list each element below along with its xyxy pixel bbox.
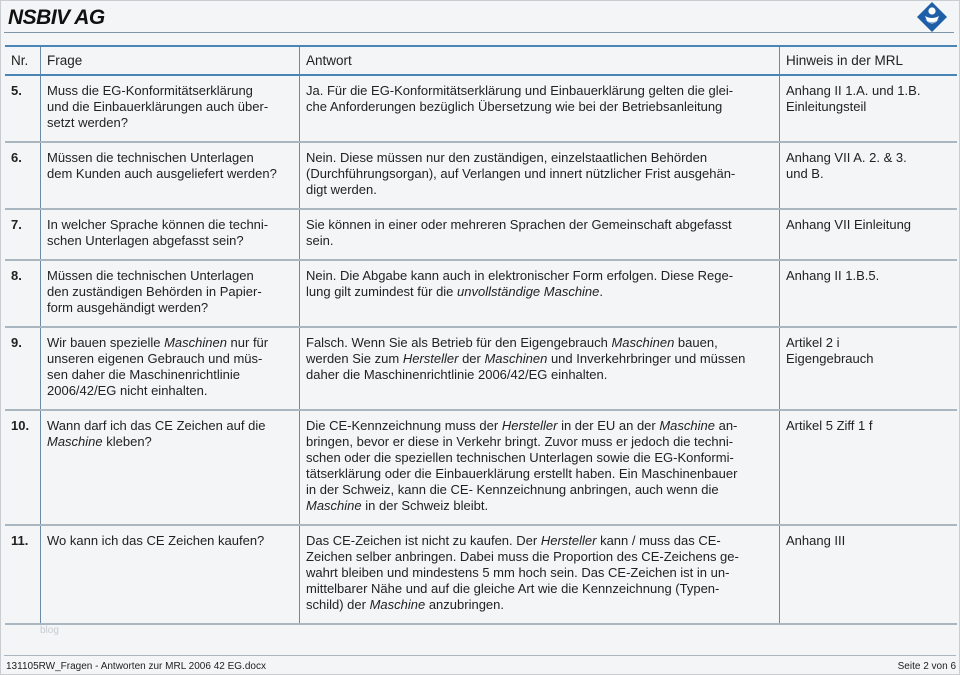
- nsbiv-logo-icon: [917, 2, 947, 32]
- text-line: [786, 166, 951, 182]
- text-line: [306, 83, 773, 99]
- italic-term: Maschine: [659, 418, 715, 433]
- text-segment: in der Schweiz, kann die CE- Kennzeichnung anbringen, auch wenn die: [306, 482, 719, 497]
- text-segment: Anhang II 1.B.5.: [786, 268, 880, 283]
- text-line: [306, 284, 773, 300]
- text-line: [47, 233, 293, 249]
- italic-term: Hersteller: [402, 351, 459, 366]
- text-line: [47, 268, 293, 284]
- cell-hinweis: [780, 327, 958, 410]
- text-segment: daher die Maschinenrichtlinie 2006/42/EG einhalten.: [306, 367, 608, 382]
- text-segment: lung gilt zumindest für die: [306, 284, 458, 299]
- text-line: [47, 434, 293, 450]
- text-segment: anzubringen.: [425, 597, 504, 612]
- row-number: 5.: [5, 75, 41, 142]
- text-line: [306, 182, 773, 198]
- text-segment: der: [458, 351, 485, 366]
- table-row: [5, 209, 957, 260]
- text-line: [47, 351, 293, 367]
- text-segment: Wir bauen spezielle: [47, 335, 165, 350]
- text-segment: tätserklärung oder die Einbauerklärung erstellt haben. Ein Maschinenbauer: [306, 466, 738, 481]
- text-segment: schild) der: [306, 597, 370, 612]
- cell-frage: [41, 75, 300, 142]
- text-segment: an-: [714, 418, 738, 433]
- row-number: 6.: [5, 142, 41, 209]
- text-line: [47, 284, 293, 300]
- text-line: [306, 217, 773, 233]
- text-line: [306, 434, 773, 450]
- cell-hinweis: [780, 75, 958, 142]
- cell-frage: [41, 410, 300, 525]
- text-line: [306, 450, 773, 466]
- text-segment: Die CE-Kennzeichnung muss der: [306, 418, 502, 433]
- text-segment: Artikel 2 i: [786, 335, 840, 350]
- text-line: [47, 335, 293, 351]
- text-line: [47, 418, 293, 434]
- text-segment: Anhang II 1.A. und 1.B.: [786, 83, 921, 98]
- cell-frage: [41, 525, 300, 624]
- text-line: [306, 351, 773, 367]
- text-segment: form ausgehändigt werden?: [47, 300, 209, 315]
- cell-antwort: [300, 410, 780, 525]
- text-segment: schen Unterlagen abgefasst sein?: [47, 233, 244, 248]
- text-segment: .: [599, 284, 604, 299]
- text-segment: den zuständigen Behörden in Papier-: [47, 284, 262, 299]
- footer-page-number: Seite 2 von 6: [897, 661, 956, 672]
- cell-antwort: [300, 260, 780, 327]
- text-line: [306, 581, 773, 597]
- text-segment: und Inverkehrbringer und müssen: [547, 351, 746, 366]
- table-row: [5, 260, 957, 327]
- text-segment: Zeichen selber anbringen. Dabei muss die Proportion des CE-Zeichens ge-: [306, 549, 739, 564]
- row-number: 9.: [5, 327, 41, 410]
- cell-hinweis: [780, 142, 958, 209]
- text-segment: kleben?: [102, 434, 152, 449]
- text-line: [306, 565, 773, 581]
- row-number: 8.: [5, 260, 41, 327]
- column-header-hinweis: Hinweis in der MRL: [780, 46, 958, 75]
- italic-term: Maschinen: [484, 351, 548, 366]
- text-line: [47, 115, 293, 131]
- text-segment: und die Einbauerklärungen auch über-: [47, 99, 269, 114]
- text-line: [306, 597, 773, 613]
- text-segment: Anhang III: [786, 533, 846, 548]
- company-name: NSBIV AG: [8, 6, 105, 29]
- cell-antwort: [300, 75, 780, 142]
- cell-hinweis: [780, 260, 958, 327]
- text-segment: bringen, bevor er diese in Verkehr bringt. Zuvor muss er jedoch die techni-: [306, 434, 734, 449]
- column-header-nr: Nr.: [5, 46, 41, 75]
- cell-frage: [41, 327, 300, 410]
- text-segment: bauen,: [674, 335, 718, 350]
- text-segment: sen daher die Maschinenrichtlinie: [47, 367, 240, 382]
- italic-term: Maschine: [369, 597, 426, 612]
- text-line: [306, 533, 773, 549]
- row-number: 7.: [5, 209, 41, 260]
- text-segment: in der Schweiz bleibt.: [361, 498, 489, 513]
- cell-frage: [41, 209, 300, 260]
- text-line: [306, 335, 773, 351]
- text-line: [47, 83, 293, 99]
- text-line: [306, 482, 773, 498]
- text-segment: mittelbarer Nähe und auf die gleiche Art wie die Kennzeichnung (Typen-: [306, 581, 720, 596]
- text-line: [47, 166, 293, 182]
- cell-frage: [41, 142, 300, 209]
- row-number: 11.: [5, 525, 41, 624]
- table-row: [5, 75, 957, 142]
- text-line: [306, 367, 773, 383]
- italic-term: Maschine: [47, 434, 103, 449]
- text-line: [786, 418, 951, 434]
- text-segment: (Durchführungsorgan), auf Verlangen und innert nützlicher Frist ausgehän-: [306, 166, 736, 181]
- text-line: [306, 99, 773, 115]
- table-row: [5, 327, 957, 410]
- italic-term: Maschinen: [611, 335, 675, 350]
- text-line: [306, 268, 773, 284]
- text-segment: che Anforderungen bezüglich Übersetzung wie bei der Betriebsanleitung: [306, 99, 723, 114]
- text-segment: Artikel 5 Ziff 1 f: [786, 418, 873, 433]
- text-segment: Wo kann ich das CE Zeichen kaufen?: [47, 533, 265, 548]
- italic-term: Hersteller: [501, 418, 558, 433]
- column-header-antwort: Antwort: [300, 46, 780, 75]
- text-segment: Wann darf ich das CE Zeichen auf die: [47, 418, 266, 433]
- text-segment: Muss die EG-Konformitätserklärung: [47, 83, 253, 98]
- text-line: [47, 300, 293, 316]
- text-segment: digt werden.: [306, 182, 377, 197]
- text-line: [306, 233, 773, 249]
- text-line: [786, 268, 951, 284]
- text-line: [47, 383, 293, 399]
- cell-hinweis: [780, 410, 958, 525]
- table-row: [5, 142, 957, 209]
- footer-divider: [4, 655, 956, 656]
- column-header-frage: Frage: [41, 46, 300, 75]
- text-line: [306, 466, 773, 482]
- italic-term: Maschine: [306, 498, 362, 513]
- text-segment: werden Sie zum: [306, 351, 403, 366]
- text-segment: Ja. Für die EG-Konformitätserklärung und Einbauerklärung gelten die glei-: [306, 83, 734, 98]
- text-segment: Sie können in einer oder mehreren Sprachen der Gemeinschaft abgefasst: [306, 217, 732, 232]
- text-segment: Das CE-Zeichen ist nicht zu kaufen. Der: [306, 533, 541, 548]
- cell-hinweis: [780, 209, 958, 260]
- text-segment: Anhang VII Einleitung: [786, 217, 912, 232]
- text-segment: Müssen die technischen Unterlagen: [47, 268, 254, 283]
- text-segment: dem Kunden auch ausgeliefert werden?: [47, 166, 277, 181]
- text-line: [306, 418, 773, 434]
- cell-antwort: [300, 142, 780, 209]
- italic-term: Maschinen: [164, 335, 227, 350]
- italic-term: unvollständige Maschine: [457, 284, 600, 299]
- text-segment: Nein. Die Abgabe kann auch in elektronischer Form erfolgen. Diese Rege-: [306, 268, 734, 283]
- cell-antwort: [300, 327, 780, 410]
- text-line: [786, 83, 951, 99]
- text-line: [47, 99, 293, 115]
- text-line: [786, 533, 951, 549]
- text-segment: 2006/42/EG nicht einhalten.: [47, 383, 208, 398]
- text-segment: Eigengebrauch: [786, 351, 874, 366]
- table-header-row: [5, 46, 957, 75]
- text-line: [786, 150, 951, 166]
- cell-hinweis: [780, 525, 958, 624]
- text-segment: wahrt bleiben und mindestens 5 mm hoch sein. Das CE-Zeichen ist in un-: [306, 565, 730, 580]
- text-segment: kann / muss das CE-: [596, 533, 721, 548]
- text-segment: Anhang VII A. 2. & 3.: [786, 150, 907, 165]
- text-line: [306, 150, 773, 166]
- text-segment: unseren eigenen Gebrauch und müs-: [47, 351, 263, 366]
- text-line: [786, 351, 951, 367]
- watermark-text: blog: [40, 625, 59, 636]
- header-divider: [4, 32, 954, 33]
- text-segment: nur für: [226, 335, 269, 350]
- text-segment: Nein. Diese müssen nur den zuständigen, einzelstaatlichen Behörden: [306, 150, 708, 165]
- text-line: [47, 533, 293, 549]
- text-segment: schen oder die speziellen technischen Unterlagen sowie die EG-Konformi-: [306, 450, 734, 465]
- footer-filename: 131105RW_Fragen - Antworten zur MRL 2006 42 EG.docx: [6, 661, 266, 672]
- row-number: 10.: [5, 410, 41, 525]
- cell-antwort: [300, 209, 780, 260]
- text-line: [47, 150, 293, 166]
- text-line: [786, 99, 951, 115]
- text-line: [47, 217, 293, 233]
- text-segment: Einleitungsteil: [786, 99, 867, 114]
- text-segment: sein.: [306, 233, 334, 248]
- text-line: [47, 367, 293, 383]
- text-segment: und B.: [786, 166, 824, 181]
- cell-frage: [41, 260, 300, 327]
- text-segment: Müssen die technischen Unterlagen: [47, 150, 254, 165]
- text-segment: Falsch. Wenn Sie als Betrieb für den Eigengebrauch: [306, 335, 612, 350]
- text-line: [306, 166, 773, 182]
- text-line: [786, 335, 951, 351]
- cell-antwort: [300, 525, 780, 624]
- table-row: [5, 410, 957, 525]
- text-line: [306, 549, 773, 565]
- text-segment: setzt werden?: [47, 115, 128, 130]
- text-line: [786, 217, 951, 233]
- italic-term: Hersteller: [540, 533, 597, 548]
- table-row: [5, 525, 957, 624]
- faq-table: [5, 45, 957, 625]
- text-segment: In welcher Sprache können die techni-: [47, 217, 269, 232]
- text-line: [306, 498, 773, 514]
- text-segment: in der EU an der: [557, 418, 660, 433]
